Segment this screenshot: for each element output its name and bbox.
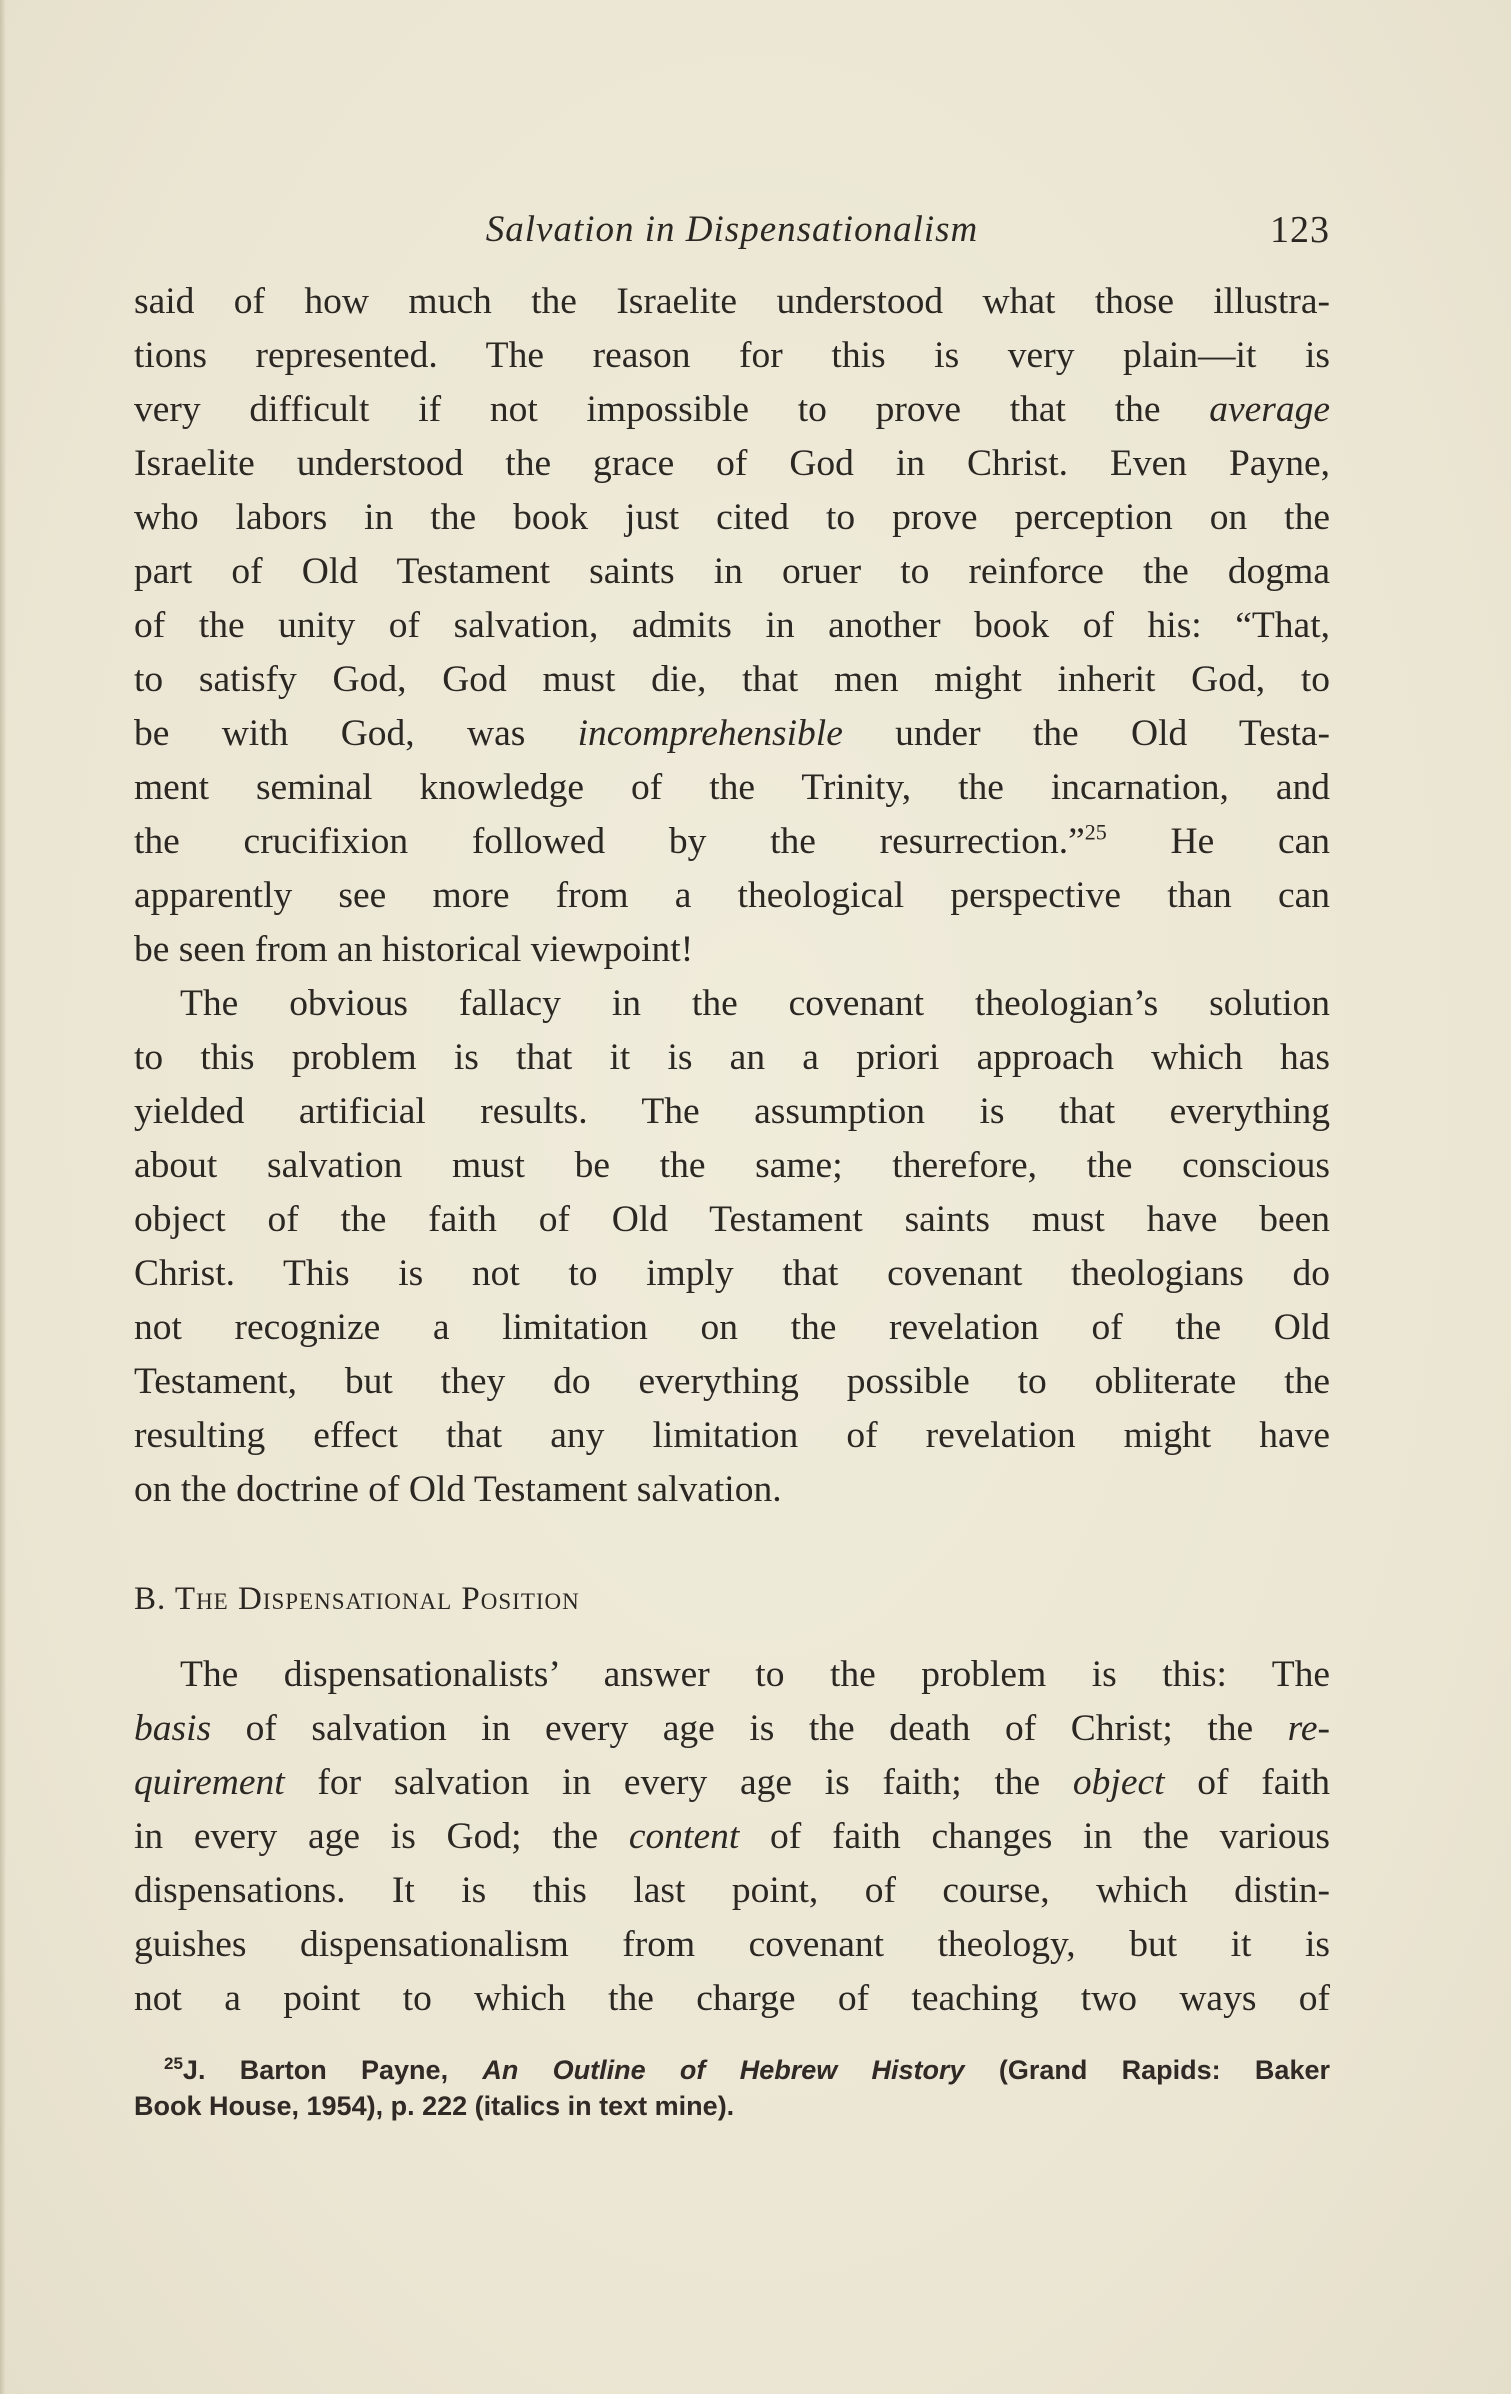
italic-emphasis: average xyxy=(1209,389,1330,430)
text-line: Israelite understood the grace of God in Christ. Even Payne, xyxy=(134,443,1330,484)
footnote-line xyxy=(134,2052,1330,2088)
text-line: yielded artificial results. The assumption is that everything xyxy=(134,1091,1330,1132)
text-line: to satisfy God, God must die, that men might inherit God, to xyxy=(134,659,1330,700)
text-line xyxy=(134,1810,1330,1864)
text-run: of salvation in every age is the death of Christ; the xyxy=(211,1708,1288,1749)
text-line: not a point to which the charge of teaching two ways of xyxy=(134,1978,1330,2019)
running-head xyxy=(134,200,1330,260)
text-line: about salvation must be the same; therefore, the conscious xyxy=(134,1145,1330,1186)
text-line: part of Old Testament saints in oruer to reinforce the dogma xyxy=(134,551,1330,592)
text-run: He can xyxy=(1106,821,1330,862)
running-head-title: Salvation in Dispensationalism xyxy=(485,209,979,250)
text-line: who labors in the book just cited to prove perception on the xyxy=(134,497,1330,538)
footnote-line: Book House, 1954), p. 222 (italics in text mine). xyxy=(134,2091,735,2121)
text-line: guishes dispensationalism from covenant theology, but it is xyxy=(134,1924,1330,1965)
text-line xyxy=(134,1702,1330,1756)
paragraph-3 xyxy=(134,1648,1330,2026)
italic-emphasis: incomprehensible xyxy=(577,713,843,754)
text-line: tions represented. The reason for this is very plain—it is xyxy=(134,335,1330,376)
text-line: not recognize a limitation on the revelation of the Old xyxy=(134,1307,1330,1348)
text-line: on the doctrine of Old Testament salvation. xyxy=(134,1469,782,1510)
text-line: of the unity of salvation, admits in another book of his: “That, xyxy=(134,605,1330,646)
page-number: 123 xyxy=(1270,209,1330,251)
text-run: in every age is God; the xyxy=(134,1816,629,1857)
text-line: be seen from an historical viewpoint! xyxy=(134,929,694,970)
text-line xyxy=(134,1756,1330,1810)
italic-emphasis: content xyxy=(628,1816,740,1857)
paragraph-2 xyxy=(134,977,1330,1517)
italic-emphasis: re- xyxy=(1287,1708,1330,1749)
text-run: of faith xyxy=(1164,1762,1330,1803)
text-line: to this problem is that it is an a priori approach which has xyxy=(134,1037,1330,1078)
footnote-reference: 25 xyxy=(1084,819,1107,845)
text-line: Christ. This is not to imply that covenant theologians do xyxy=(134,1253,1330,1294)
text-line: The obvious fallacy in the covenant theologian’s solution xyxy=(180,983,1330,1024)
text-line: object of the faith of Old Testament saints must have been xyxy=(134,1199,1330,1240)
text-run: be with God, was xyxy=(134,713,578,754)
text-line: dispensations. It is this last point, of course, which distin- xyxy=(134,1870,1330,1911)
text-run: under the Old Testa- xyxy=(842,713,1330,754)
footnote-number: 25 xyxy=(164,2054,183,2073)
text-line xyxy=(134,815,1330,869)
section-heading: B. The Dispensational Position xyxy=(134,1581,580,1617)
italic-emphasis: basis xyxy=(134,1708,212,1749)
text-run: the crucifixion followed by the resurrection.” xyxy=(134,821,1085,862)
text-line xyxy=(134,383,1330,437)
text-run: of faith changes in the various xyxy=(739,1816,1330,1857)
page-spine-edge xyxy=(0,0,6,2394)
text-line: Testament, but they do everything possible to obliterate the xyxy=(134,1361,1330,1402)
text-line xyxy=(134,707,1330,761)
text-line: ment seminal knowledge of the Trinity, the incarnation, and xyxy=(134,767,1330,808)
footnote xyxy=(134,2052,1330,2124)
italic-emphasis: quirement xyxy=(134,1762,285,1803)
text-line: apparently see more from a theological perspective than can xyxy=(134,875,1330,916)
text-run: for salvation in every age is faith; the xyxy=(284,1762,1073,1803)
text-line: resulting effect that any limitation of revelation might have xyxy=(134,1415,1330,1456)
paragraph-1 xyxy=(134,275,1330,977)
text-line: said of how much the Israelite understood what those illustra- xyxy=(134,281,1330,322)
body-text xyxy=(134,275,1330,2026)
italic-emphasis: object xyxy=(1072,1762,1165,1803)
footnote-book-title: An Outline of Hebrew History xyxy=(482,2055,965,2085)
text-run: J. Barton Payne, xyxy=(182,2055,483,2085)
text-run: very difficult if not impossible to prove that the xyxy=(134,389,1210,430)
text-run: (Grand Rapids: Baker xyxy=(964,2055,1330,2085)
text-line: The dispensationalists’ answer to the problem is this: The xyxy=(180,1654,1330,1695)
